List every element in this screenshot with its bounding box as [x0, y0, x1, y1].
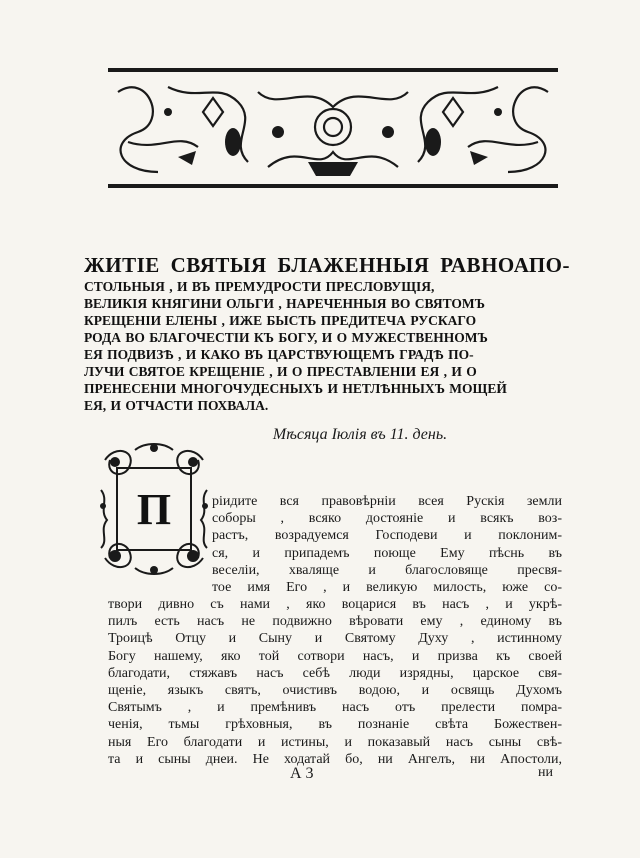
- text-line: та и сыны днеи. Не ходатай бо, ни Ангелъ, ни Апостоли,: [108, 751, 562, 767]
- title-line: ВЕЛИКІЯ КНЯГИНИ ОЛЬГИ , НАРЕЧЕННЫЯ ВО СВЯТОМЪ: [84, 296, 485, 311]
- text-line: Троицѣ Отцу и Сыну и Святому Духу , истинному: [108, 631, 562, 647]
- decorated-initial: [95, 440, 213, 578]
- title-line: СТОЛЬНЫЯ , И ВЪ ПРЕМУДРОСТИ ПРЕСЛОВУЩІЯ,: [84, 279, 435, 294]
- text-line: благодати, стяжавъ насъ себѣ люди изрядны, царское свя-: [108, 665, 562, 681]
- text-line: Богу нашему, яко той сотвори насъ, и призва къ своей: [108, 648, 562, 664]
- text-line: тое имя Его , и великую милость, юже со-: [212, 580, 562, 596]
- catchword: ни: [538, 765, 553, 780]
- title-line: ЕЯ, И ОТЧАСТИ ПОХВАЛА.: [84, 398, 269, 413]
- title-line: ЛУЧИ СВЯТОЕ КРЕЩЕНІЕ , И О ПРЕСТАВЛЕНІИ ЕЯ , И О: [84, 364, 477, 379]
- signature-mark: А 3: [290, 765, 314, 782]
- text-line: ріидите вся правовѣрніи всея Рускія земли: [212, 494, 562, 509]
- text-line: твори дивно съ нами , яко воцарися въ насъ , и укрѣ-: [108, 597, 562, 612]
- text-line: растъ, возрадуемся Господеви и поклоним-: [212, 528, 562, 544]
- body-text-indented: [212, 493, 562, 596]
- ornamental-headpiece: [108, 68, 558, 188]
- text-line: Святымъ , и премѣнивъ насъ отъ прелести помра-: [108, 700, 562, 716]
- text-line: соборы , всяко достояніе и всякъ воз-: [212, 511, 562, 527]
- dateline: Мѣсяца Іюлія въ 11. день.: [272, 426, 448, 443]
- title-line: РОДА ВО БЛАГОЧЕСТІИ КЪ БОГУ, И О МУЖЕСТВЕННОМЪ: [84, 330, 488, 345]
- text-line: щеніе, языкъ святъ, очистивъ водою, и освящь Духомъ: [108, 683, 562, 699]
- title-line: ПРЕНЕСЕНІИ МНОГОЧУДЕСНЫХЪ И НЕТЛѢННЫХЪ МОЩЕЙ: [84, 381, 507, 396]
- title-line: ЕЯ ПОДВИЗѢ , И КАКО ВЪ ЦАРСТВУЮЩЕМЪ ГРАДѢ ПО-: [84, 347, 474, 362]
- text-line: ся, и припадемъ поюще Ему пѣснь въ: [212, 545, 562, 561]
- text-line: веселіи, хваляще и благословяще пресвя-: [212, 562, 562, 578]
- text-line: ченія, тьмы грѣховныя, въ познаніе свѣта Божествен-: [108, 717, 562, 733]
- title-line: КРЕЩЕНІИ ЕЛЕНЫ , ИЖЕ БЫСТЬ ПРЕДИТЕЧА РУСКАГО: [84, 313, 477, 328]
- body-text: [108, 596, 562, 768]
- initial-letter: П: [136, 484, 172, 534]
- text-line: ныя Его благодати и истины, и показавый насъ сыны свѣ-: [108, 734, 562, 750]
- ornament-icon: [108, 72, 558, 184]
- title-line-1: ЖИТІЕ СВЯТЫЯ БЛАЖЕННЫЯ РАВНОАПО-: [84, 253, 570, 277]
- title: [84, 252, 570, 414]
- text-line: пилъ есть насъ не подвижно вѣровати ему , единому въ: [108, 614, 562, 630]
